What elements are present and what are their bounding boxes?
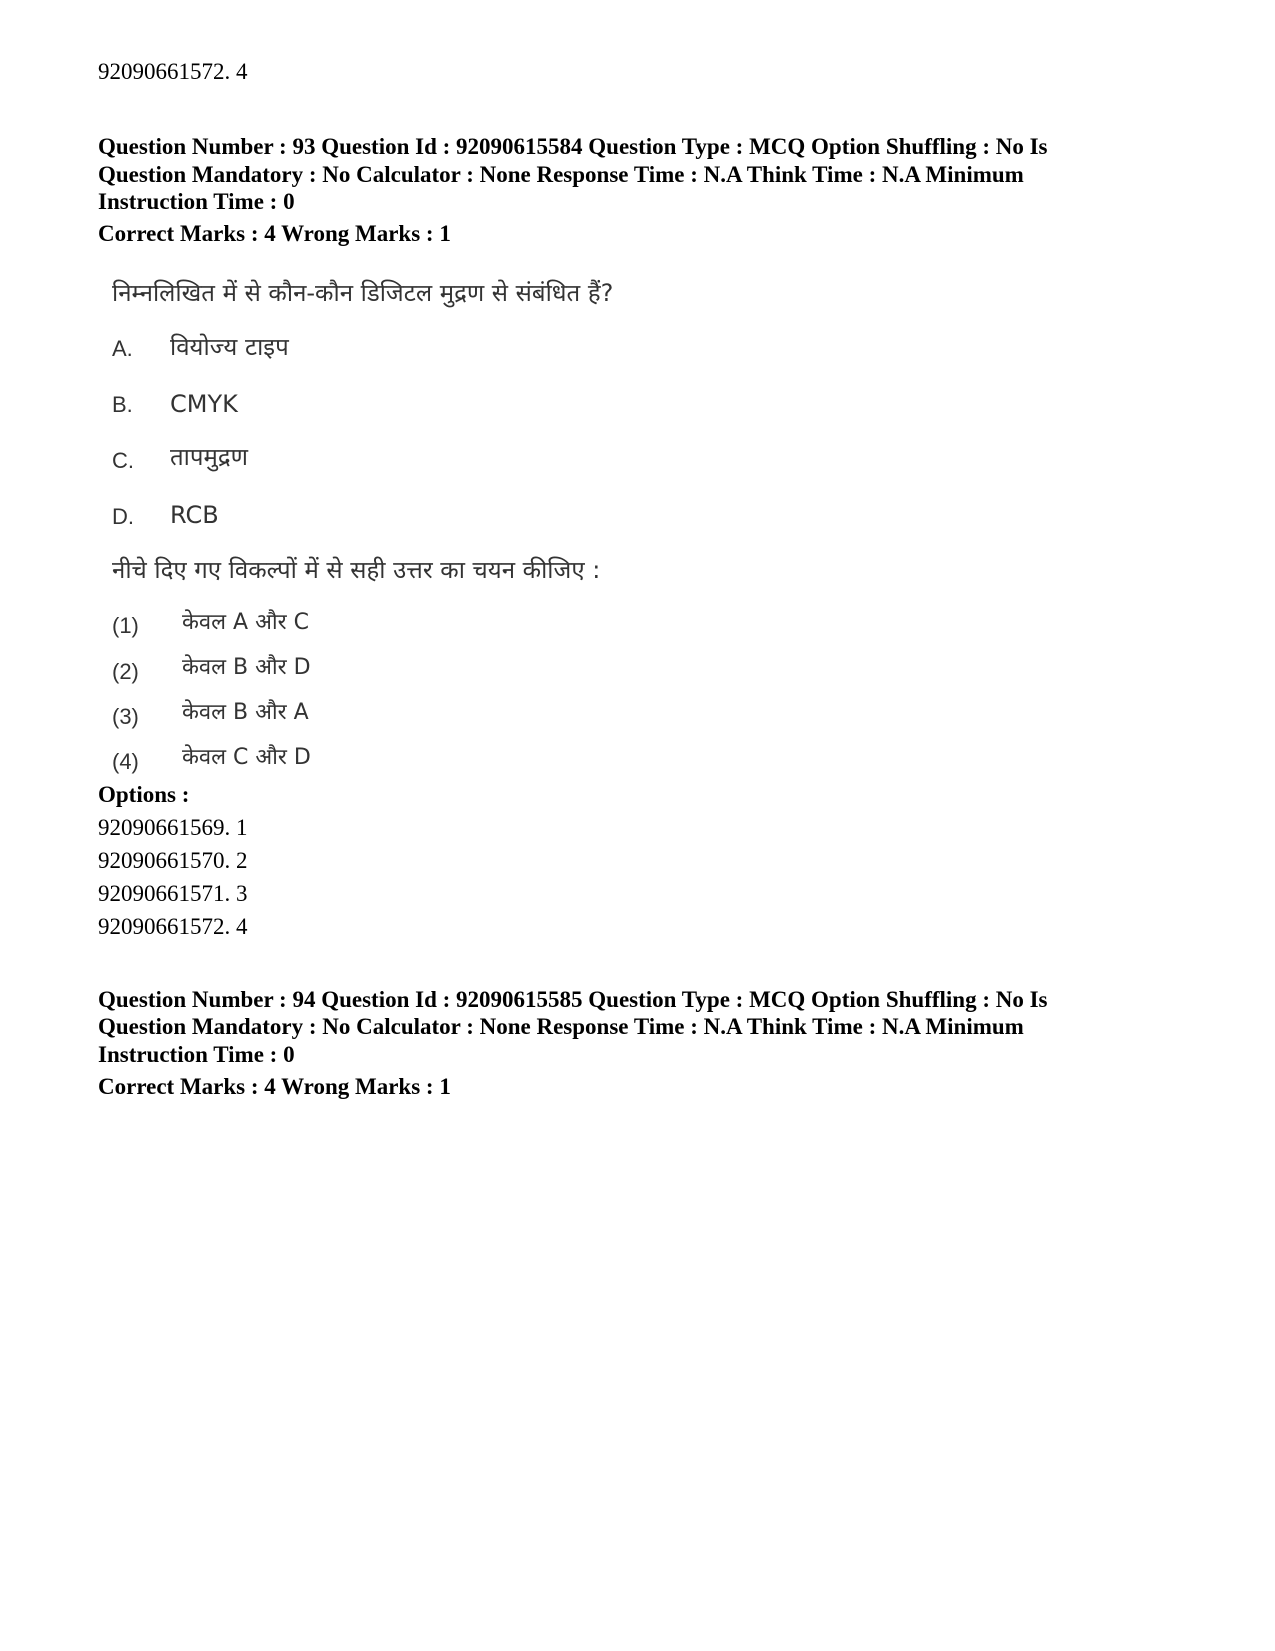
choice-text-3: केवल B और A <box>182 700 309 725</box>
question-header-line-2: Question Mandatory : No Calculator : None Response Time : N.A Think Time : N.A Minimum <box>98 162 1024 187</box>
previous-option-line: 92090661572. 4 <box>98 59 248 84</box>
choice-label-4: (4) <box>112 749 139 774</box>
option-line-1: 92090661569. 1 <box>98 815 248 840</box>
choice-text-1: केवल A और C <box>182 610 309 635</box>
statement-text-a: वियोज्य टाइप <box>170 333 289 361</box>
statement-label-d: D. <box>112 504 134 529</box>
option-line-3: 92090661571. 3 <box>98 881 248 906</box>
choice-text-4: केवल C और D <box>182 745 311 770</box>
statement-text-b: CMYK <box>170 390 238 418</box>
instruction-text: नीचे दिए गए विकल्पों में से सही उत्तर का चयन कीजिए : <box>112 556 601 584</box>
question-text: निम्नलिखित में से कौन-कौन डिजिटल मुद्रण से संबंधित हैं? <box>112 279 614 307</box>
question-header-line-3: Instruction Time : 0 <box>98 189 295 214</box>
choice-label-3: (3) <box>112 704 139 729</box>
option-line-2: 92090661570. 2 <box>98 848 248 873</box>
statement-label-c: C. <box>112 448 134 473</box>
options-heading: Options : <box>98 782 190 807</box>
question-marks: Correct Marks : 4 Wrong Marks : 1 <box>98 221 451 246</box>
statement-text-c: तापमुद्रण <box>170 443 248 471</box>
statement-text-d: RCB <box>170 501 219 529</box>
question-header-line-1: Question Number : 93 Question Id : 92090615584 Question Type : MCQ Option Shuffling : No Is <box>98 134 1048 159</box>
question-header-line-3: Instruction Time : 0 <box>98 1042 295 1067</box>
statement-label-b: B. <box>112 392 133 417</box>
question-header-line-1: Question Number : 94 Question Id : 92090615585 Question Type : MCQ Option Shuffling : No Is <box>98 987 1048 1012</box>
choice-label-2: (2) <box>112 659 139 684</box>
question-marks: Correct Marks : 4 Wrong Marks : 1 <box>98 1074 451 1099</box>
choice-label-1: (1) <box>112 613 139 638</box>
statement-label-a: A. <box>112 336 133 361</box>
option-line-4: 92090661572. 4 <box>98 914 248 939</box>
question-header-line-2: Question Mandatory : No Calculator : None Response Time : N.A Think Time : N.A Minimum <box>98 1014 1024 1039</box>
choice-text-2: केवल B और D <box>182 655 311 680</box>
